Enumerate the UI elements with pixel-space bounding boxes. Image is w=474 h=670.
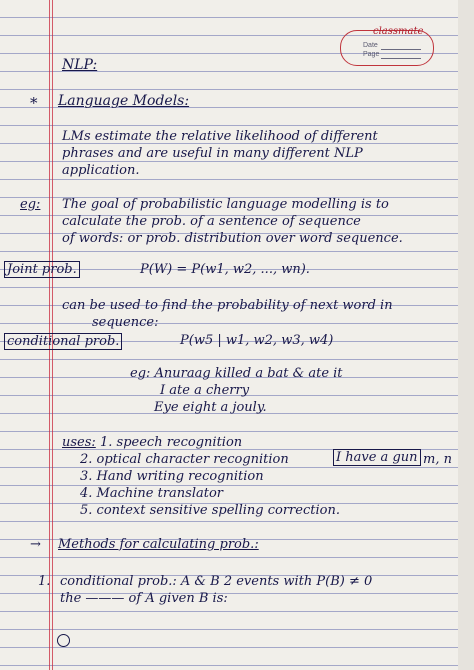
goal-line-3: of words: or prob. distribution over word sequence.: [62, 231, 403, 246]
arrow-icon: →: [30, 537, 41, 552]
conditional-prob-label: conditional prob.: [4, 333, 122, 350]
joint-prob-formula: P(W) = P(w1, w2, ..., wn).: [140, 262, 310, 277]
use-item-4: 4. Machine translator: [80, 486, 224, 501]
methods-heading: Methods for calculating prob.:: [58, 537, 259, 552]
example-line-1: eg: Anuraag killed a bat & ate it: [130, 366, 343, 381]
definition-line-1: LMs estimate the relative likelihood of different: [62, 129, 378, 144]
use-item-3: 3. Hand writing recognition: [80, 469, 264, 484]
page-label: Page: [363, 51, 380, 58]
method-1-line-1: conditional prob.: A & B 2 events with P(B) ≠ 0: [60, 574, 373, 589]
goal-line-1: The goal of probabilistic language modelling is to: [62, 197, 389, 212]
bullet-star: *: [30, 94, 38, 112]
use-item-2-note: I have a gun: [333, 449, 421, 466]
uses-label: uses:: [62, 435, 96, 450]
eg-label: eg:: [20, 197, 41, 212]
page-line: [381, 58, 421, 59]
next-word-line-2: sequence:: [92, 315, 159, 330]
use-item-1: 1. speech recognition: [100, 435, 243, 450]
use-item-5: 5. context sensitive spelling correction.: [80, 503, 340, 518]
brand-logo: classmate: [373, 26, 424, 37]
example-line-3: Eye eight a jouly.: [154, 400, 267, 415]
page-corner-mark: [57, 634, 70, 647]
date-label: Date: [363, 42, 378, 49]
page-title: NLP:: [62, 57, 98, 73]
method-number-1: 1.: [38, 574, 51, 589]
joint-prob-label: Joint prob.: [4, 261, 80, 278]
date-line: [381, 49, 421, 50]
conditional-prob-formula: P(w5 | w1, w2, w3, w4): [180, 333, 334, 348]
definition-line-3: application.: [62, 163, 140, 178]
next-word-line-1: can be used to find the probability of next word in: [62, 298, 393, 313]
use-item-2: 2. optical character recognition: [80, 452, 289, 467]
goal-line-2: calculate the prob. of a sentence of sequence: [62, 214, 361, 229]
definition-line-2: phrases and are useful in many different NLP: [62, 146, 363, 161]
section-heading: Language Models:: [58, 93, 190, 109]
page-edge: [458, 0, 474, 670]
method-1-line-2: the ——— of A given B is:: [60, 591, 228, 606]
use-item-2-vars: m, n: [423, 452, 452, 467]
example-line-2: I ate a cherry: [160, 383, 250, 398]
